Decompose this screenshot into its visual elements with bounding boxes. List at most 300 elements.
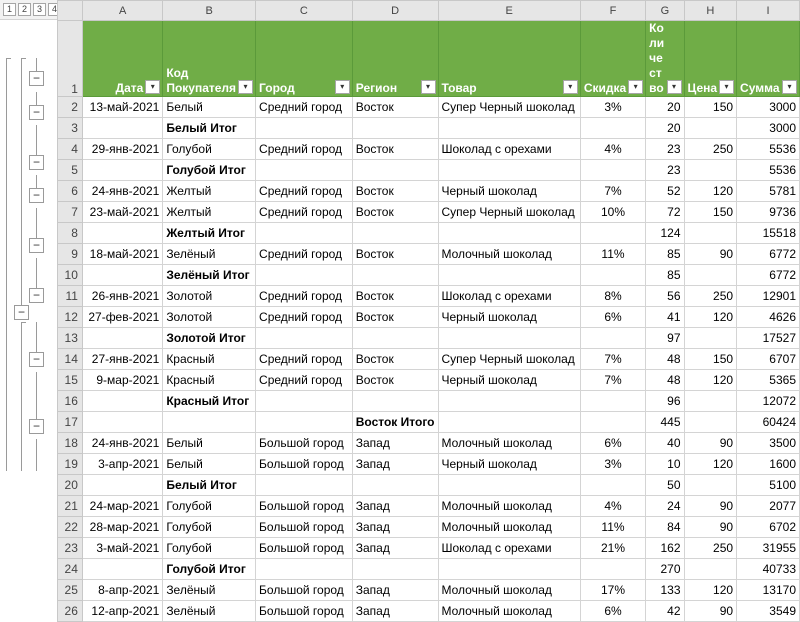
row-number[interactable]: 21 bbox=[58, 496, 83, 517]
cell-product[interactable]: Шоколад с орехами bbox=[438, 286, 580, 307]
header-discount[interactable] bbox=[580, 21, 645, 97]
cell-date[interactable]: 23-май-2021 bbox=[82, 202, 162, 223]
row-number[interactable]: 4 bbox=[58, 139, 83, 160]
cell-sum[interactable]: 60424 bbox=[737, 412, 800, 433]
cell-city[interactable]: Большой город bbox=[256, 580, 353, 601]
cell-buyer[interactable]: Голубой Итог bbox=[163, 559, 256, 580]
cell-sum[interactable]: 6772 bbox=[737, 244, 800, 265]
collapse-group-minus-icon[interactable]: − bbox=[29, 188, 44, 203]
cell-buyer[interactable]: Красный Итог bbox=[163, 391, 256, 412]
column-header-h[interactable]: H bbox=[684, 1, 737, 21]
cell-qty[interactable]: 445 bbox=[646, 412, 684, 433]
cell-price[interactable]: 90 bbox=[684, 244, 737, 265]
cell-buyer[interactable]: Зелёный bbox=[163, 244, 256, 265]
cell-sum[interactable]: 2077 bbox=[737, 496, 800, 517]
header-price-label: Цена bbox=[687, 81, 718, 95]
cell-date[interactable]: 18-май-2021 bbox=[82, 244, 162, 265]
cell-city[interactable]: Средний город bbox=[256, 139, 353, 160]
cell-qty[interactable]: 85 bbox=[646, 265, 684, 286]
cell-price[interactable]: 90 bbox=[684, 517, 737, 538]
cell-sum[interactable]: 5365 bbox=[737, 370, 800, 391]
cell-price[interactable]: 250 bbox=[684, 286, 737, 307]
cell-discount[interactable]: 6% bbox=[580, 601, 645, 622]
filter-dropdown-icon[interactable]: ▾ bbox=[335, 80, 350, 94]
cell-discount[interactable]: 11% bbox=[580, 517, 645, 538]
cell-city[interactable] bbox=[256, 391, 353, 412]
outline-group-bar bbox=[36, 372, 37, 420]
row-number[interactable]: 1 bbox=[58, 21, 83, 97]
cell-date[interactable] bbox=[82, 118, 162, 139]
cell-price[interactable]: 90 bbox=[684, 433, 737, 454]
cell-product[interactable] bbox=[438, 118, 580, 139]
cell-price[interactable]: 120 bbox=[684, 580, 737, 601]
cell-city[interactable] bbox=[256, 265, 353, 286]
cell-buyer[interactable] bbox=[163, 412, 256, 433]
cell-buyer[interactable]: Желтый bbox=[163, 202, 256, 223]
cell-product[interactable]: Супер Черный шоколад bbox=[438, 349, 580, 370]
filter-sort-dropdown-icon[interactable]: ▾ bbox=[421, 80, 436, 94]
outline-level-1-button[interactable]: 1 bbox=[3, 3, 16, 16]
cell-date[interactable]: 27-фев-2021 bbox=[82, 307, 162, 328]
cell-discount[interactable]: 11% bbox=[580, 244, 645, 265]
cell-qty[interactable]: 56 bbox=[646, 286, 684, 307]
header-region[interactable] bbox=[352, 21, 438, 97]
cell-region[interactable] bbox=[352, 391, 438, 412]
column-header-a[interactable]: A bbox=[82, 1, 162, 21]
outline-level-3-button[interactable]: 3 bbox=[33, 3, 46, 16]
column-header-e[interactable]: E bbox=[438, 1, 580, 21]
row-number[interactable]: 16 bbox=[58, 391, 83, 412]
cell-price[interactable] bbox=[684, 118, 737, 139]
row-number[interactable]: 7 bbox=[58, 202, 83, 223]
cell-qty[interactable]: 85 bbox=[646, 244, 684, 265]
cell-buyer[interactable]: Желтый Итог bbox=[163, 223, 256, 244]
cell-date[interactable]: 8-апр-2021 bbox=[82, 580, 162, 601]
cell-product[interactable]: Молочный шоколад bbox=[438, 496, 580, 517]
cell-region[interactable]: Восток bbox=[352, 349, 438, 370]
column-header-c[interactable]: C bbox=[256, 1, 353, 21]
cell-date[interactable] bbox=[82, 475, 162, 496]
cell-discount[interactable] bbox=[580, 265, 645, 286]
select-all-corner[interactable] bbox=[58, 1, 83, 21]
row-number[interactable]: 2 bbox=[58, 97, 83, 118]
cell-product[interactable] bbox=[438, 391, 580, 412]
cell-date[interactable]: 24-янв-2021 bbox=[82, 181, 162, 202]
cell-region[interactable]: Восток bbox=[352, 181, 438, 202]
cell-date[interactable]: 13-май-2021 bbox=[82, 97, 162, 118]
cell-sum[interactable]: 3549 bbox=[737, 601, 800, 622]
cell-discount[interactable] bbox=[580, 391, 645, 412]
header-qty[interactable] bbox=[646, 21, 684, 97]
filter-dropdown-icon[interactable]: ▾ bbox=[145, 80, 160, 94]
cell-city[interactable] bbox=[256, 223, 353, 244]
cell-sum[interactable]: 4626 bbox=[737, 307, 800, 328]
cell-sum[interactable]: 6772 bbox=[737, 265, 800, 286]
collapse-group-minus-icon[interactable]: − bbox=[29, 288, 44, 303]
cell-region[interactable] bbox=[352, 118, 438, 139]
cell-city[interactable]: Средний город bbox=[256, 307, 353, 328]
cell-region[interactable]: Восток bbox=[352, 307, 438, 328]
column-header-f[interactable]: F bbox=[580, 1, 645, 21]
cell-discount[interactable]: 8% bbox=[580, 286, 645, 307]
cell-buyer[interactable]: Зелёный bbox=[163, 580, 256, 601]
cell-qty[interactable]: 48 bbox=[646, 370, 684, 391]
cell-discount[interactable]: 3% bbox=[580, 454, 645, 475]
cell-product[interactable]: Молочный шоколад bbox=[438, 517, 580, 538]
header-sum-label: Сумма bbox=[740, 81, 780, 95]
cell-qty[interactable]: 270 bbox=[646, 559, 684, 580]
row-number[interactable]: 8 bbox=[58, 223, 83, 244]
cell-sum[interactable]: 6702 bbox=[737, 517, 800, 538]
cell-discount[interactable]: 21% bbox=[580, 538, 645, 559]
cell-buyer[interactable]: Голубой bbox=[163, 496, 256, 517]
cell-price[interactable]: 150 bbox=[684, 349, 737, 370]
cell-region[interactable] bbox=[352, 223, 438, 244]
cell-qty[interactable]: 24 bbox=[646, 496, 684, 517]
filter-dropdown-icon[interactable]: ▾ bbox=[628, 80, 643, 94]
cell-discount[interactable]: 6% bbox=[580, 307, 645, 328]
cell-price[interactable]: 120 bbox=[684, 370, 737, 391]
subtotal-row bbox=[58, 559, 800, 580]
cell-product[interactable] bbox=[438, 223, 580, 244]
cell-city[interactable]: Средний город bbox=[256, 244, 353, 265]
row-number[interactable]: 3 bbox=[58, 118, 83, 139]
cell-discount[interactable] bbox=[580, 160, 645, 181]
cell-sum[interactable]: 1600 bbox=[737, 454, 800, 475]
cell-region[interactable]: Восток bbox=[352, 244, 438, 265]
cell-price[interactable] bbox=[684, 475, 737, 496]
cell-product[interactable]: Молочный шоколад bbox=[438, 580, 580, 601]
cell-city[interactable]: Большой город bbox=[256, 433, 353, 454]
cell-city[interactable]: Средний город bbox=[256, 349, 353, 370]
cell-date[interactable]: 24-янв-2021 bbox=[82, 433, 162, 454]
cell-city[interactable] bbox=[256, 328, 353, 349]
cell-city[interactable] bbox=[256, 160, 353, 181]
cell-product[interactable] bbox=[438, 160, 580, 181]
cell-date[interactable]: 12-апр-2021 bbox=[82, 601, 162, 622]
cell-qty[interactable]: 48 bbox=[646, 349, 684, 370]
cell-price[interactable]: 250 bbox=[684, 538, 737, 559]
cell-date[interactable]: 3-май-2021 bbox=[82, 538, 162, 559]
cell-discount[interactable]: 10% bbox=[580, 202, 645, 223]
cell-date[interactable]: 28-мар-2021 bbox=[82, 517, 162, 538]
header-date[interactable] bbox=[82, 21, 162, 97]
outline-level-2-button[interactable]: 2 bbox=[18, 3, 31, 16]
outline-level-4-button[interactable]: 4 bbox=[48, 3, 61, 16]
cell-discount[interactable]: 7% bbox=[580, 181, 645, 202]
table-header-row bbox=[58, 21, 800, 97]
row-number[interactable]: 9 bbox=[58, 244, 83, 265]
cell-buyer[interactable]: Голубой bbox=[163, 517, 256, 538]
cell-discount[interactable] bbox=[580, 412, 645, 433]
cell-sum[interactable]: 5536 bbox=[737, 160, 800, 181]
cell-date[interactable]: 26-янв-2021 bbox=[82, 286, 162, 307]
cell-sum[interactable]: 15518 bbox=[737, 223, 800, 244]
cell-sum[interactable]: 12072 bbox=[737, 391, 800, 412]
cell-product[interactable]: Супер Черный шоколад bbox=[438, 202, 580, 223]
cell-discount[interactable]: 7% bbox=[580, 349, 645, 370]
cell-discount[interactable] bbox=[580, 223, 645, 244]
cell-price[interactable]: 90 bbox=[684, 496, 737, 517]
cell-product[interactable] bbox=[438, 328, 580, 349]
cell-city[interactable] bbox=[256, 412, 353, 433]
collapse-group-minus-icon[interactable]: − bbox=[29, 238, 44, 253]
cell-qty[interactable]: 124 bbox=[646, 223, 684, 244]
cell-discount[interactable]: 3% bbox=[580, 97, 645, 118]
collapse-vostok-minus-icon[interactable]: − bbox=[14, 305, 29, 320]
cell-product[interactable]: Шоколад с орехами bbox=[438, 538, 580, 559]
cell-product[interactable]: Молочный шоколад bbox=[438, 601, 580, 622]
filter-dropdown-icon[interactable]: ▾ bbox=[667, 80, 682, 94]
cell-date[interactable] bbox=[82, 412, 162, 433]
cell-sum[interactable]: 3000 bbox=[737, 97, 800, 118]
row-number[interactable]: 6 bbox=[58, 181, 83, 202]
cell-sum[interactable]: 3000 bbox=[737, 118, 800, 139]
cell-region[interactable]: Запад bbox=[352, 517, 438, 538]
cell-discount[interactable] bbox=[580, 475, 645, 496]
cell-date[interactable] bbox=[82, 223, 162, 244]
cell-city[interactable]: Большой город bbox=[256, 517, 353, 538]
cell-city[interactable]: Большой город bbox=[256, 538, 353, 559]
cell-product[interactable]: Молочный шоколад bbox=[438, 433, 580, 454]
row-number[interactable]: 25 bbox=[58, 580, 83, 601]
cell-discount[interactable] bbox=[580, 118, 645, 139]
row-number[interactable]: 5 bbox=[58, 160, 83, 181]
cell-product[interactable] bbox=[438, 559, 580, 580]
cell-buyer[interactable]: Зелёный Итог bbox=[163, 265, 256, 286]
cell-buyer[interactable]: Белый bbox=[163, 433, 256, 454]
cell-qty[interactable]: 20 bbox=[646, 97, 684, 118]
collapse-group-minus-icon[interactable]: − bbox=[29, 155, 44, 170]
collapse-group-minus-icon[interactable]: − bbox=[29, 419, 44, 434]
cell-price[interactable]: 120 bbox=[684, 181, 737, 202]
row-number[interactable]: 24 bbox=[58, 559, 83, 580]
cell-sum[interactable]: 40733 bbox=[737, 559, 800, 580]
cell-buyer[interactable]: Белый Итог bbox=[163, 475, 256, 496]
cell-region[interactable]: Запад bbox=[352, 454, 438, 475]
collapse-group-minus-icon[interactable]: − bbox=[29, 352, 44, 367]
cell-qty[interactable]: 10 bbox=[646, 454, 684, 475]
column-header-d[interactable]: D bbox=[352, 1, 438, 21]
cell-price[interactable]: 250 bbox=[684, 139, 737, 160]
cell-sum[interactable]: 3500 bbox=[737, 433, 800, 454]
cell-region[interactable]: Восток bbox=[352, 370, 438, 391]
cell-sum[interactable]: 13170 bbox=[737, 580, 800, 601]
cell-qty[interactable]: 97 bbox=[646, 328, 684, 349]
cell-qty[interactable]: 42 bbox=[646, 601, 684, 622]
cell-date[interactable] bbox=[82, 160, 162, 181]
cell-price[interactable]: 120 bbox=[684, 307, 737, 328]
cell-date[interactable] bbox=[82, 559, 162, 580]
cell-sum[interactable]: 5100 bbox=[737, 475, 800, 496]
cell-discount[interactable] bbox=[580, 328, 645, 349]
cell-region[interactable] bbox=[352, 559, 438, 580]
cell-qty[interactable]: 23 bbox=[646, 160, 684, 181]
header-product[interactable] bbox=[438, 21, 580, 97]
cell-product[interactable]: Шоколад с орехами bbox=[438, 139, 580, 160]
cell-buyer[interactable]: Красный bbox=[163, 349, 256, 370]
cell-region[interactable]: Запад bbox=[352, 433, 438, 454]
collapse-group-minus-icon[interactable]: − bbox=[29, 105, 44, 120]
table-row bbox=[58, 454, 800, 475]
filter-dropdown-icon[interactable]: ▾ bbox=[719, 80, 734, 94]
filter-sort-dropdown-icon[interactable]: ▾ bbox=[238, 80, 253, 94]
cell-price[interactable] bbox=[684, 391, 737, 412]
cell-city[interactable]: Средний город bbox=[256, 286, 353, 307]
header-buyer[interactable] bbox=[163, 21, 256, 97]
header-sum[interactable] bbox=[737, 21, 800, 97]
cell-region[interactable] bbox=[352, 328, 438, 349]
cell-discount[interactable]: 7% bbox=[580, 370, 645, 391]
cell-region[interactable]: Запад bbox=[352, 538, 438, 559]
cell-region[interactable]: Запад bbox=[352, 496, 438, 517]
row-number[interactable]: 18 bbox=[58, 433, 83, 454]
cell-buyer[interactable]: Голубой bbox=[163, 538, 256, 559]
cell-qty[interactable]: 41 bbox=[646, 307, 684, 328]
header-price[interactable] bbox=[684, 21, 737, 97]
cell-sum[interactable]: 5781 bbox=[737, 181, 800, 202]
cell-qty[interactable]: 20 bbox=[646, 118, 684, 139]
cell-product[interactable]: Черный шоколад bbox=[438, 370, 580, 391]
cell-date[interactable]: 3-апр-2021 bbox=[82, 454, 162, 475]
cell-buyer[interactable]: Зелёный bbox=[163, 601, 256, 622]
cell-product[interactable]: Молочный шоколад bbox=[438, 244, 580, 265]
cell-region[interactable] bbox=[352, 265, 438, 286]
cell-date[interactable] bbox=[82, 328, 162, 349]
cell-price[interactable] bbox=[684, 265, 737, 286]
cell-price[interactable]: 150 bbox=[684, 97, 737, 118]
cell-region[interactable]: Запад bbox=[352, 580, 438, 601]
cell-buyer[interactable]: Золотой Итог bbox=[163, 328, 256, 349]
cell-sum[interactable]: 5536 bbox=[737, 139, 800, 160]
cell-city[interactable]: Средний город bbox=[256, 370, 353, 391]
cell-buyer[interactable]: Красный bbox=[163, 370, 256, 391]
cell-qty[interactable]: 133 bbox=[646, 580, 684, 601]
cell-product[interactable] bbox=[438, 475, 580, 496]
cell-price[interactable] bbox=[684, 559, 737, 580]
cell-sum[interactable]: 12901 bbox=[737, 286, 800, 307]
row-number[interactable]: 11 bbox=[58, 286, 83, 307]
cell-region[interactable]: Восток Итого bbox=[352, 412, 438, 433]
column-header-g[interactable]: G bbox=[646, 1, 684, 21]
cell-qty[interactable]: 96 bbox=[646, 391, 684, 412]
filter-dropdown-icon[interactable]: ▾ bbox=[563, 80, 578, 94]
cell-date[interactable] bbox=[82, 391, 162, 412]
cell-region[interactable]: Восток bbox=[352, 97, 438, 118]
cell-discount[interactable]: 4% bbox=[580, 496, 645, 517]
cell-qty[interactable]: 23 bbox=[646, 139, 684, 160]
cell-city[interactable]: Средний город bbox=[256, 97, 353, 118]
cell-region[interactable] bbox=[352, 160, 438, 181]
row-number[interactable]: 14 bbox=[58, 349, 83, 370]
row-number[interactable]: 13 bbox=[58, 328, 83, 349]
cell-date[interactable]: 24-мар-2021 bbox=[82, 496, 162, 517]
cell-date[interactable]: 29-янв-2021 bbox=[82, 139, 162, 160]
row-number[interactable]: 19 bbox=[58, 454, 83, 475]
cell-product[interactable] bbox=[438, 412, 580, 433]
cell-buyer[interactable]: Золотой bbox=[163, 307, 256, 328]
cell-price[interactable] bbox=[684, 223, 737, 244]
cell-sum[interactable]: 6707 bbox=[737, 349, 800, 370]
cell-city[interactable]: Большой город bbox=[256, 601, 353, 622]
cell-buyer[interactable]: Голубой Итог bbox=[163, 160, 256, 181]
cell-qty[interactable]: 52 bbox=[646, 181, 684, 202]
cell-buyer[interactable]: Белый Итог bbox=[163, 118, 256, 139]
cell-product[interactable] bbox=[438, 265, 580, 286]
cell-qty[interactable]: 72 bbox=[646, 202, 684, 223]
cell-discount[interactable]: 4% bbox=[580, 139, 645, 160]
cell-city[interactable] bbox=[256, 118, 353, 139]
cell-buyer[interactable]: Золотой bbox=[163, 286, 256, 307]
cell-product[interactable]: Черный шоколад bbox=[438, 181, 580, 202]
cell-date[interactable]: 9-мар-2021 bbox=[82, 370, 162, 391]
table-row bbox=[58, 601, 800, 622]
cell-date[interactable]: 27-янв-2021 bbox=[82, 349, 162, 370]
cell-price[interactable] bbox=[684, 412, 737, 433]
cell-buyer[interactable]: Белый bbox=[163, 97, 256, 118]
cell-sum[interactable]: 31955 bbox=[737, 538, 800, 559]
cell-price[interactable]: 150 bbox=[684, 202, 737, 223]
filter-dropdown-icon[interactable]: ▾ bbox=[782, 80, 797, 94]
row-number[interactable]: 12 bbox=[58, 307, 83, 328]
cell-price[interactable] bbox=[684, 160, 737, 181]
collapse-group-minus-icon[interactable]: − bbox=[29, 71, 44, 86]
cell-city[interactable] bbox=[256, 559, 353, 580]
row-number[interactable]: 20 bbox=[58, 475, 83, 496]
header-city[interactable] bbox=[256, 21, 353, 97]
cell-city[interactable] bbox=[256, 475, 353, 496]
row-number[interactable]: 10 bbox=[58, 265, 83, 286]
cell-product[interactable]: Черный шоколад bbox=[438, 307, 580, 328]
cell-sum[interactable]: 17527 bbox=[737, 328, 800, 349]
cell-qty[interactable]: 40 bbox=[646, 433, 684, 454]
cell-region[interactable]: Восток bbox=[352, 286, 438, 307]
cell-buyer[interactable]: Голубой bbox=[163, 139, 256, 160]
row-number[interactable]: 15 bbox=[58, 370, 83, 391]
cell-price[interactable]: 90 bbox=[684, 601, 737, 622]
cell-product[interactable]: Черный шоколад bbox=[438, 454, 580, 475]
row-number[interactable]: 26 bbox=[58, 601, 83, 622]
cell-discount[interactable] bbox=[580, 559, 645, 580]
column-header-i[interactable]: I bbox=[737, 1, 800, 21]
cell-city[interactable]: Большой город bbox=[256, 496, 353, 517]
cell-qty[interactable]: 50 bbox=[646, 475, 684, 496]
cell-buyer[interactable]: Желтый bbox=[163, 181, 256, 202]
row-number[interactable]: 17 bbox=[58, 412, 83, 433]
cell-buyer[interactable]: Белый bbox=[163, 454, 256, 475]
cell-qty[interactable]: 162 bbox=[646, 538, 684, 559]
cell-discount[interactable]: 17% bbox=[580, 580, 645, 601]
cell-region[interactable]: Восток bbox=[352, 202, 438, 223]
cell-price[interactable] bbox=[684, 328, 737, 349]
cell-price[interactable]: 120 bbox=[684, 454, 737, 475]
cell-city[interactable]: Большой город bbox=[256, 454, 353, 475]
cell-city[interactable]: Средний город bbox=[256, 181, 353, 202]
cell-product[interactable]: Супер Черный шоколад bbox=[438, 97, 580, 118]
cell-discount[interactable]: 6% bbox=[580, 433, 645, 454]
cell-region[interactable]: Восток bbox=[352, 139, 438, 160]
cell-city[interactable]: Средний город bbox=[256, 202, 353, 223]
cell-region[interactable]: Запад bbox=[352, 601, 438, 622]
cell-region[interactable] bbox=[352, 475, 438, 496]
cell-qty[interactable]: 84 bbox=[646, 517, 684, 538]
row-number[interactable]: 23 bbox=[58, 538, 83, 559]
cell-date[interactable] bbox=[82, 265, 162, 286]
column-header-b[interactable]: B bbox=[163, 1, 256, 21]
row-number[interactable]: 22 bbox=[58, 517, 83, 538]
cell-sum[interactable]: 9736 bbox=[737, 202, 800, 223]
table-row bbox=[58, 580, 800, 601]
